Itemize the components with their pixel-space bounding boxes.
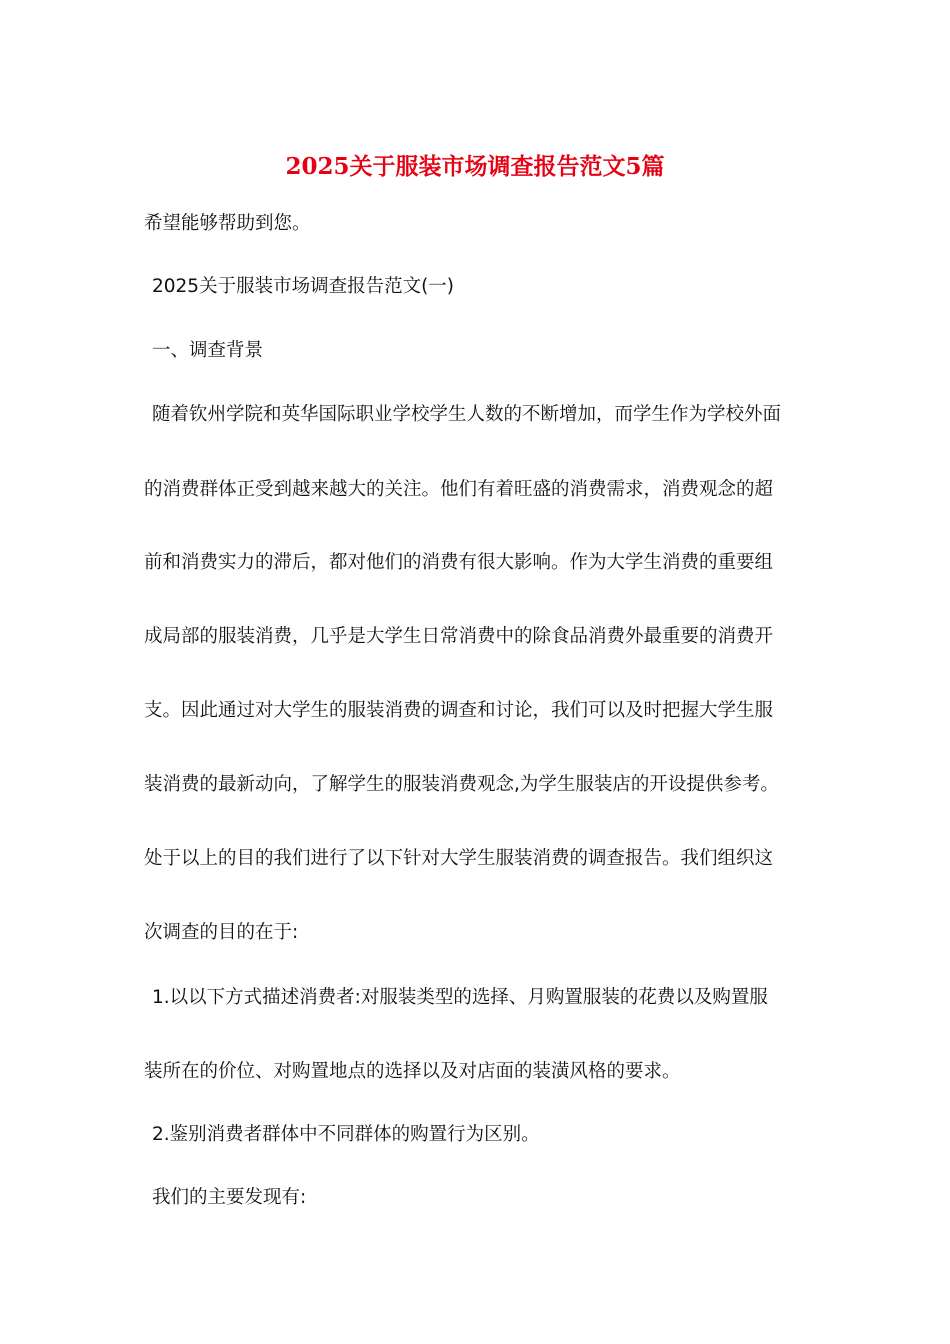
list-item: 1.以以下方式描述消费者:对服装类型的选择、月购置服装的花费以及购置服	[152, 987, 768, 1008]
intro-line: 希望能够帮助到您。	[144, 213, 311, 234]
paragraph-line: 处于以上的目的我们进行了以下针对大学生服装消费的调查报告。我们组织这	[144, 848, 774, 869]
paragraph-line: 成局部的服装消费，几乎是大学生日常消费中的除食品消费外最重要的消费开	[144, 626, 774, 647]
list-item: 2.鉴别消费者群体中不同群体的购置行为区别。	[152, 1124, 540, 1145]
document-title: 2025关于服装市场调查报告范文5篇	[285, 153, 665, 180]
paragraph-line: 装消费的最新动向，了解学生的服装消费观念,为学生服装店的开设提供参考。	[144, 774, 779, 795]
paragraph-line: 支。因此通过对大学生的服装消费的调查和讨论，我们可以及时把握大学生服	[144, 700, 774, 721]
paragraph-line: 随着钦州学院和英华国际职业学校学生人数的不断增加，而学生作为学校外面	[152, 404, 782, 425]
paragraph-line: 前和消费实力的滞后，都对他们的消费有很大影响。作为大学生消费的重要组	[144, 552, 774, 573]
findings-heading: 我们的主要发现有:	[152, 1187, 307, 1208]
list-item-continuation: 装所在的价位、对购置地点的选择以及对店面的装潢风格的要求。	[144, 1061, 681, 1082]
paragraph-line: 的消费群体正受到越来越大的关注。他们有着旺盛的消费需求，消费观念的超	[144, 479, 774, 500]
subsection-heading: 一、调查背景	[152, 340, 264, 361]
section-heading: 2025关于服装市场调查报告范文(一)	[152, 276, 455, 297]
paragraph-line: 次调查的目的在于:	[144, 922, 299, 943]
